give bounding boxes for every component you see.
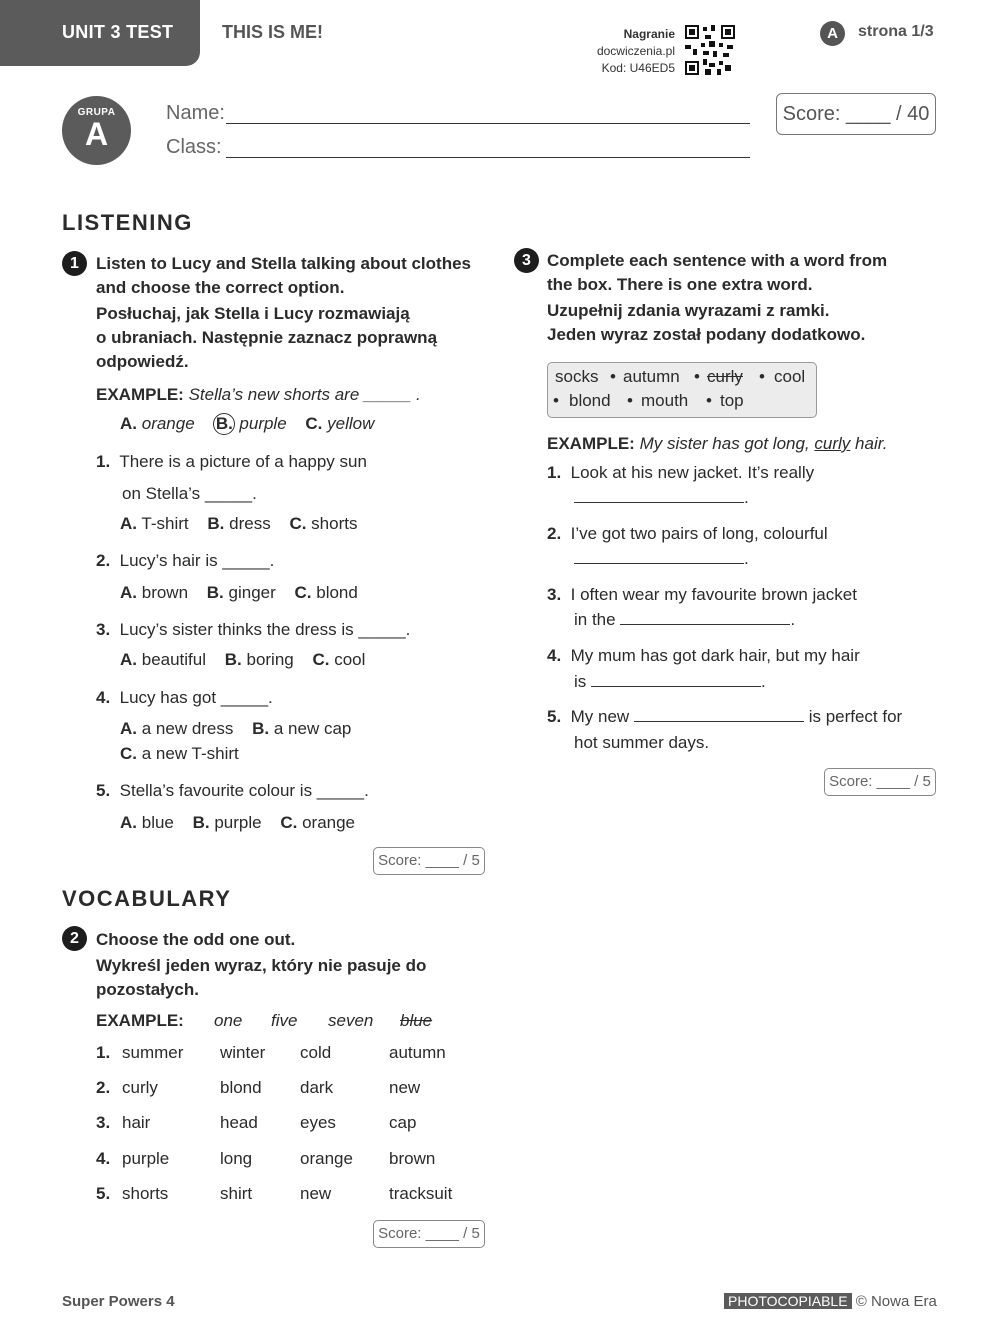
- group-label: GRUPA: [77, 107, 116, 118]
- bullet-icon: •: [706, 391, 712, 410]
- publisher: © Nowa Era: [855, 1293, 937, 1310]
- vocab-word[interactable]: curly: [122, 1078, 158, 1097]
- row-number: 1.: [96, 1043, 111, 1062]
- example-word: seven: [328, 1011, 374, 1030]
- vocab-word[interactable]: shorts: [122, 1184, 169, 1203]
- instruction-line: Choose the odd one out.: [96, 930, 296, 949]
- class-label: Class:: [166, 136, 222, 158]
- vocab-word[interactable]: purple: [122, 1149, 170, 1168]
- question-3: [96, 618, 410, 642]
- sentence-2: [547, 522, 828, 546]
- question-text: Lucy’s sister thinks the dress is _____.: [119, 620, 411, 639]
- example-options: [120, 412, 388, 436]
- option-letter: A.: [120, 813, 137, 832]
- vocab-word[interactable]: autumn: [389, 1043, 446, 1062]
- total-score-box: Score: ____ / 40: [776, 93, 936, 135]
- option-letter: B.: [192, 813, 210, 832]
- option-letter: A.: [120, 650, 137, 669]
- example-label: EXAMPLE:: [96, 1011, 184, 1030]
- punctuation: .: [744, 488, 749, 507]
- sentence-number: 3.: [547, 585, 562, 604]
- vocab-word[interactable]: new: [389, 1078, 421, 1097]
- vocab-word[interactable]: orange: [300, 1149, 353, 1168]
- option-text: beautiful: [141, 650, 207, 669]
- example-label: EXAMPLE:: [547, 434, 635, 453]
- sentence-text: My new: [570, 707, 630, 726]
- sentence-text: in the: [574, 610, 616, 629]
- qr-code-icon: [685, 25, 735, 75]
- instruction-line: the box. There is one extra word.: [547, 275, 813, 294]
- sentence-number: 4.: [547, 646, 562, 665]
- instruction-line: and choose the correct option.: [96, 278, 345, 297]
- option-text: a new T-shirt: [141, 744, 239, 763]
- question-number: 5.: [96, 781, 111, 800]
- vocab-word[interactable]: head: [220, 1113, 258, 1132]
- vocabulary-example: [0, 1011, 500, 1035]
- row-number: 4.: [96, 1149, 111, 1168]
- instruction-line: Uzupełnij zdania wyrazami z ramki.: [547, 301, 830, 320]
- example-label: EXAMPLE:: [96, 385, 184, 404]
- option-text: yellow: [327, 414, 375, 433]
- option-letter: A.: [120, 414, 137, 433]
- exercise-3-number: 3: [514, 248, 539, 273]
- instruction-line: Complete each sentence with a word from: [547, 251, 888, 270]
- group-badge: [62, 96, 131, 165]
- vocab-word[interactable]: shirt: [220, 1184, 253, 1203]
- vocab-word[interactable]: winter: [220, 1043, 266, 1062]
- recording-code: Kod: U46ED5: [601, 61, 675, 75]
- option-letter: A.: [120, 583, 137, 602]
- exercise-2-instruction: [96, 928, 496, 1002]
- sentence-text: is: [574, 672, 587, 691]
- question-number: 4.: [96, 688, 111, 707]
- vocabulary-row[interactable]: [0, 1078, 500, 1102]
- row-number: 2.: [96, 1078, 111, 1097]
- name-label: Name:: [166, 102, 225, 124]
- option-letter: A.: [120, 514, 137, 533]
- question-text: on Stella’s _____.: [122, 484, 257, 503]
- exercise-1-number: 1: [62, 251, 87, 276]
- recording-title: Nagranie: [623, 27, 675, 41]
- sentence-4-blank[interactable]: [574, 670, 766, 694]
- question-2-options[interactable]: [120, 581, 372, 605]
- row-number: 3.: [96, 1113, 111, 1132]
- word-box: [547, 362, 817, 418]
- question-number: 2.: [96, 551, 111, 570]
- bullet-icon: •: [694, 367, 700, 386]
- option-letter: C.: [289, 514, 307, 533]
- vocab-word[interactable]: blond: [220, 1078, 262, 1097]
- topic-title: THIS IS ME!: [222, 22, 324, 42]
- option-text: boring: [246, 650, 294, 669]
- question-3-options[interactable]: [120, 648, 379, 672]
- bullet-icon: •: [759, 367, 765, 386]
- vocab-word[interactable]: new: [300, 1184, 332, 1203]
- vocabulary-heading: VOCABULARY: [62, 886, 232, 911]
- vocab-word[interactable]: dark: [300, 1078, 334, 1097]
- box-word: cool: [774, 367, 806, 386]
- question-1: [96, 450, 367, 474]
- box-word: autumn: [623, 367, 680, 386]
- vocab-word[interactable]: eyes: [300, 1113, 336, 1132]
- vocab-word[interactable]: brown: [389, 1149, 436, 1168]
- option-letter: B.: [207, 514, 225, 533]
- vocab-word[interactable]: cap: [389, 1113, 417, 1132]
- option-letter: C.: [120, 744, 137, 763]
- vocabulary-row[interactable]: [0, 1184, 500, 1208]
- option-text: shorts: [311, 514, 358, 533]
- option-text: orange: [141, 414, 195, 433]
- vocabulary-row[interactable]: [0, 1043, 500, 1067]
- exercise-2-number: 2: [62, 926, 87, 951]
- sentence-1-blank[interactable]: [574, 486, 749, 510]
- sentence-5[interactable]: [547, 705, 902, 729]
- sentence-2-blank[interactable]: [574, 547, 749, 571]
- question-text: There is a picture of a happy sun: [119, 452, 367, 471]
- option-letter: C.: [280, 813, 298, 832]
- photocopiable-badge: PHOTOCOPIABLE: [724, 1293, 852, 1309]
- option-text: cool: [334, 650, 366, 669]
- punctuation: .: [790, 610, 796, 629]
- question-text: Lucy has got _____.: [119, 688, 273, 707]
- bullet-icon: •: [610, 367, 616, 386]
- unit-label: UNIT 3 TEST: [62, 22, 174, 42]
- vocab-word[interactable]: summer: [122, 1043, 184, 1062]
- option-text: blue: [141, 813, 174, 832]
- option-letter: C.: [312, 650, 330, 669]
- instruction-line: Posłuchaj, jak Stella i Lucy rozmawiają: [96, 304, 410, 323]
- row-number: 5.: [96, 1184, 111, 1203]
- page-badge: A: [820, 21, 845, 46]
- vocab-word[interactable]: cold: [300, 1043, 332, 1062]
- question-5-options[interactable]: [120, 811, 369, 835]
- exercise-1-instruction: [96, 252, 496, 374]
- name-field[interactable]: [226, 123, 750, 124]
- punctuation: .: [761, 672, 766, 691]
- instruction-line: Jeden wyraz został podany dodatkowo.: [547, 325, 866, 344]
- example-text: My sister has got long,: [639, 434, 810, 453]
- crossed-out-word: curly: [707, 367, 743, 386]
- listening-score-box: Score: ____ / 5: [373, 847, 485, 875]
- option-text: orange: [302, 813, 356, 832]
- sentence-4: [547, 644, 860, 668]
- question-5: [96, 779, 369, 803]
- exercise-3-instruction: [547, 249, 947, 347]
- option-letter: B.: [206, 583, 224, 602]
- copyright: [724, 1293, 937, 1310]
- page-number: strona 1/3: [858, 23, 934, 40]
- box-word: socks: [555, 367, 599, 386]
- question-text: Stella’s favourite colour is _____.: [119, 781, 369, 800]
- option-text: dress: [229, 514, 271, 533]
- sentence-3: [547, 583, 857, 607]
- sentence-text: My mum has got dark hair, but my hair: [570, 646, 860, 665]
- exercise-3-score-box: Score: ____ / 5: [824, 768, 936, 796]
- option-letter: C.: [294, 583, 312, 602]
- exercise-3-example: [547, 432, 887, 456]
- instruction-line: Wykreśl jeden wyraz, który nie pasuje do: [96, 956, 427, 975]
- bullet-icon: •: [553, 391, 559, 410]
- bullet-icon: •: [627, 391, 633, 410]
- sentence-text: I often wear my favourite brown jacket: [570, 585, 857, 604]
- listening-heading: LISTENING: [62, 210, 193, 235]
- option-text: blond: [316, 583, 358, 602]
- instruction-line: odpowiedź.: [96, 352, 189, 371]
- answer-blank[interactable]: [591, 670, 761, 687]
- punctuation: .: [744, 549, 749, 568]
- option-letter: B.: [252, 719, 270, 738]
- question-number: 1.: [96, 452, 111, 471]
- answer-blank[interactable]: [620, 608, 790, 625]
- vocab-word[interactable]: tracksuit: [389, 1184, 453, 1203]
- answer-blank[interactable]: [574, 547, 744, 564]
- option-text: a new cap: [273, 719, 352, 738]
- box-word: mouth: [641, 391, 689, 410]
- option-letter: C.: [305, 414, 323, 433]
- option-text: purple: [239, 414, 287, 433]
- option-text: T-shirt: [141, 514, 189, 533]
- question-1-options[interactable]: [120, 512, 371, 536]
- sentence-text: hot summer days.: [574, 733, 710, 752]
- vocabulary-score-box: Score: ____ / 5: [373, 1220, 485, 1248]
- sentence-text: Look at his new jacket. It’s really: [570, 463, 815, 482]
- example-text: hair.: [855, 434, 888, 453]
- example-word: one: [214, 1011, 243, 1030]
- circled-answer-icon: B.: [213, 413, 235, 435]
- option-text: a new dress: [141, 719, 234, 738]
- question-text: Lucy’s hair is _____.: [119, 551, 275, 570]
- group-letter: A: [84, 116, 109, 152]
- crossed-out-word: blue: [400, 1011, 433, 1030]
- option-letter: A.: [120, 719, 137, 738]
- answer-blank[interactable]: [574, 486, 744, 503]
- recording-site: docwiczenia.pl: [596, 44, 675, 58]
- example-answer: curly: [814, 434, 851, 453]
- question-4-option-c[interactable]: [120, 742, 239, 766]
- exercise-1-example: [96, 383, 421, 407]
- vocab-word[interactable]: hair: [122, 1113, 151, 1132]
- sentence-number: 1.: [547, 463, 562, 482]
- sentence-text: is perfect for: [808, 707, 903, 726]
- option-letter: B.: [224, 650, 242, 669]
- instruction-line: Listen to Lucy and Stella talking about clothes: [96, 254, 471, 273]
- recording-info: [560, 26, 675, 77]
- option-text: ginger: [228, 583, 276, 602]
- option-text: purple: [214, 813, 262, 832]
- box-word: top: [720, 391, 744, 410]
- question-4-options[interactable]: [120, 717, 365, 741]
- book-title: Super Powers 4: [62, 1293, 175, 1310]
- sentence-text: I’ve got two pairs of long, colourful: [570, 524, 828, 543]
- example-text: Stella’s new shorts are _____ .: [188, 385, 421, 404]
- sentence-3-blank[interactable]: [574, 608, 795, 632]
- example-word: five: [271, 1011, 298, 1030]
- question-number: 3.: [96, 620, 111, 639]
- vocab-word[interactable]: long: [220, 1149, 253, 1168]
- vocabulary-row[interactable]: [0, 1149, 500, 1173]
- option-text: brown: [141, 583, 189, 602]
- box-word: blond: [569, 391, 611, 410]
- answer-blank[interactable]: [634, 705, 804, 722]
- instruction-line: pozostałych.: [96, 980, 199, 999]
- class-field[interactable]: [226, 157, 750, 158]
- question-4: [96, 686, 273, 710]
- sentence-number: 5.: [547, 707, 562, 726]
- question-2: [96, 549, 274, 573]
- vocabulary-row[interactable]: [0, 1113, 500, 1137]
- instruction-line: o ubraniach. Następnie zaznacz poprawną: [96, 328, 438, 347]
- sentence-1: [547, 461, 814, 485]
- sentence-number: 2.: [547, 524, 562, 543]
